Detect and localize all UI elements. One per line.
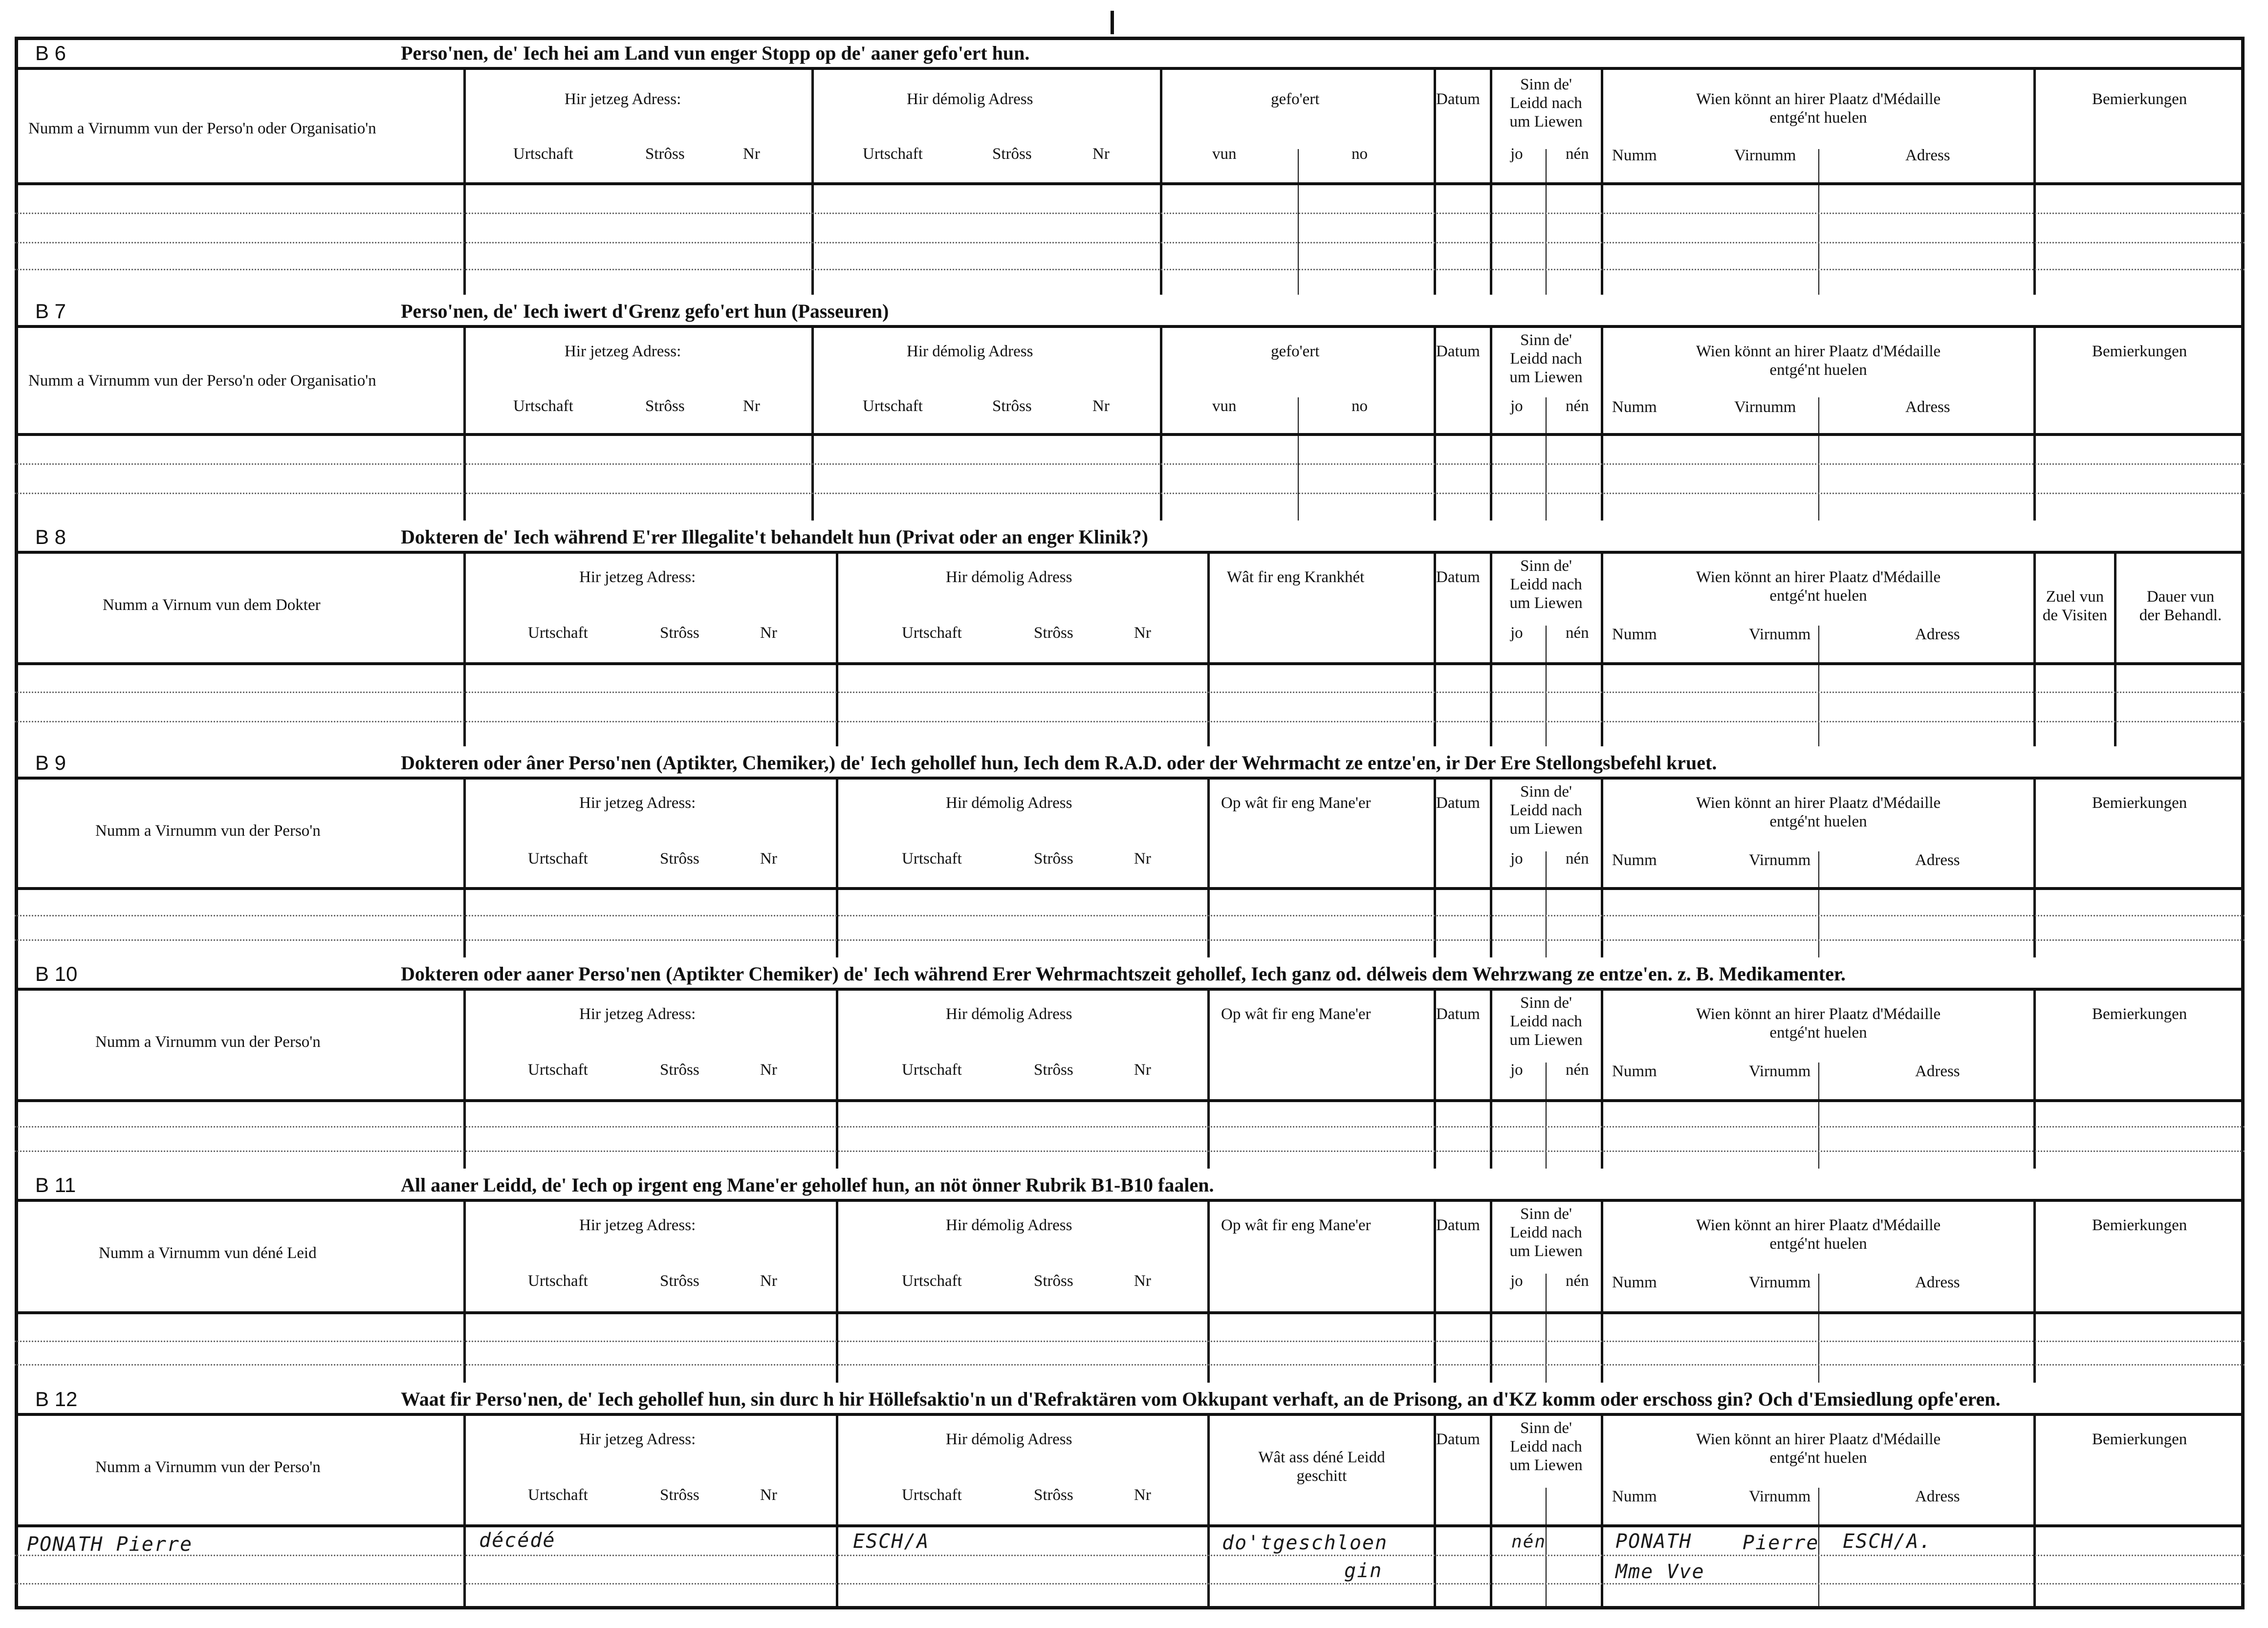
urtschaft-label: Urtschaft — [528, 624, 588, 642]
section-b11 — [15, 1169, 2245, 1383]
address-label: Adress — [1905, 147, 1950, 164]
col-divider — [811, 328, 814, 521]
urtschaft-label: Urtschaft — [902, 850, 962, 868]
sub-divider — [1546, 149, 1547, 295]
col-divider — [811, 70, 814, 295]
firstname-label: Virnumm — [1734, 147, 1796, 164]
medal-header: Wien könnt an hirer Plaatz d'Médaille entgé'nt huelen — [1696, 343, 1941, 379]
col-divider — [2033, 328, 2036, 521]
present-address-header: Hir jetzeg Adress: — [579, 1005, 696, 1023]
to-label: no — [1352, 145, 1368, 163]
section-code: B 6 — [35, 42, 66, 65]
former-address-header: Hir démolig Adress — [946, 568, 1072, 586]
no-label: nén — [1566, 850, 1589, 868]
alive-header: Sinn de' Leidd nach um Liewen — [1509, 1419, 1583, 1474]
header-divider — [15, 182, 2245, 185]
dotted-line — [15, 213, 2245, 214]
former-address-header: Hir démolig Adress — [907, 343, 1033, 360]
remarks-header: Bemierkungen — [2092, 90, 2187, 108]
nr-label: Nr — [1092, 397, 1110, 415]
col-divider — [836, 1202, 838, 1383]
col-divider — [463, 780, 466, 957]
nr-label: Nr — [760, 624, 777, 642]
dotted-line — [15, 692, 2245, 693]
yes-label: jo — [1510, 1272, 1523, 1290]
col-divider — [463, 1202, 466, 1383]
yes-label: jo — [1510, 397, 1523, 415]
nr-label: Nr — [760, 1272, 777, 1290]
col-divider — [1207, 554, 1210, 746]
nr-label: Nr — [1134, 624, 1151, 642]
dotted-line — [15, 1126, 2245, 1128]
stross-label: Strôss — [660, 1061, 699, 1079]
column-header-name: Numm a Virnumm vun déné Leid — [99, 1244, 317, 1262]
medal-header: Wien könnt an hirer Plaatz d'Médaille entgé'nt huelen — [1696, 90, 1941, 127]
firstname-label: Virnumm — [1749, 1274, 1811, 1291]
present-address-header: Hir jetzeg Adress: — [565, 90, 681, 108]
col-divider — [836, 780, 838, 957]
yes-label: jo — [1510, 624, 1523, 642]
nr-label: Nr — [1134, 1061, 1151, 1079]
section-code: B 8 — [35, 525, 66, 548]
col-divider — [2033, 1202, 2036, 1383]
nr-label: Nr — [760, 850, 777, 868]
nr-label: Nr — [1092, 145, 1110, 163]
dotted-line — [15, 1364, 2245, 1366]
col-divider — [2033, 1416, 2036, 1609]
surname-label: Numm — [1612, 1063, 1657, 1080]
dotted-line — [15, 463, 2245, 465]
sub-divider — [1546, 851, 1547, 957]
urtschaft-label: Urtschaft — [528, 850, 588, 868]
surname-label: Numm — [1612, 1274, 1657, 1291]
sub-divider — [1546, 397, 1547, 521]
section-b7 — [15, 295, 2245, 521]
col-divider — [1207, 1202, 1210, 1383]
section-title-bar — [15, 295, 2245, 328]
entry-present-address: décédé — [479, 1529, 556, 1552]
nr-label: Nr — [760, 1486, 777, 1504]
medal-header: Wien könnt an hirer Plaatz d'Médaille entgé'nt huelen — [1696, 1216, 1941, 1253]
stross-label: Strôss — [992, 145, 1032, 163]
column-header-name: Numm a Virnumm vun der Perso'n — [95, 1033, 321, 1051]
entry-name: PONATH Pierre — [27, 1533, 193, 1556]
stross-label: Strôss — [1034, 1061, 1073, 1079]
top-marker — [1111, 11, 1114, 34]
urtschaft-label: Urtschaft — [528, 1486, 588, 1504]
col-divider — [2114, 554, 2116, 746]
entry-what-happened-2: gin — [1344, 1560, 1383, 1582]
urtschaft-label: Urtschaft — [902, 1272, 962, 1290]
header-divider — [15, 662, 2245, 665]
what-happened-header: Wât ass déné Leidd geschitt — [1258, 1449, 1385, 1485]
sub-divider — [1818, 626, 1819, 746]
former-address-header: Hir démolig Adress — [946, 1005, 1072, 1023]
entry-former-address: ESCH/A — [853, 1530, 930, 1553]
entry-medal-firstname: Pierre — [1743, 1532, 1819, 1554]
remarks-header: Bemierkungen — [2092, 1431, 2187, 1448]
col-divider — [1207, 780, 1210, 957]
nr-label: Nr — [743, 397, 760, 415]
medal-header: Wien könnt an hirer Plaatz d'Médaille entgé'nt huelen — [1696, 794, 1941, 830]
section-title: Dokteren oder âner Perso'nen (Aptikter, Chemiker,) de' Iech gehollef hun, Iech dem R.A.D. oder der Wehrmacht ze entze'en, ir Der Ere Stellongsbefehl kruet. — [401, 752, 1717, 774]
section-title: Dokteren oder aaner Perso'nen (Aptikter Chemiker) de' Iech während Erer Wehrmachtszeit gehollef, Iech ganz od. délweis dem Wehrzwang ze entze'en. z. B. Medikamenter. — [401, 963, 1846, 985]
stross-label: Strôss — [660, 624, 699, 642]
urtschaft-label: Urtschaft — [513, 397, 573, 415]
former-address-header: Hir démolig Adress — [907, 90, 1033, 108]
stross-label: Strôss — [660, 1486, 699, 1504]
col-divider — [1160, 328, 1162, 521]
transported-header: gefo'ert — [1271, 90, 1320, 108]
urtschaft-label: Urtschaft — [863, 397, 923, 415]
dotted-line — [15, 939, 2245, 941]
date-header: Datum — [1436, 1431, 1480, 1448]
entry-medal-line2: Mme Vve — [1615, 1561, 1705, 1583]
dotted-line — [15, 1583, 2245, 1585]
stross-label: Strôss — [660, 850, 699, 868]
column-header-name: Numm a Virnumm vun der Perso'n — [95, 822, 321, 840]
date-header: Datum — [1436, 90, 1480, 108]
date-header: Datum — [1436, 1216, 1480, 1234]
former-address-header: Hir démolig Adress — [946, 794, 1072, 812]
entry-medal-name: PONATH — [1615, 1530, 1692, 1553]
urtschaft-label: Urtschaft — [902, 1061, 962, 1079]
column-header-name: Numm a Virnumm vun der Perso'n — [95, 1458, 321, 1476]
date-header: Datum — [1436, 568, 1480, 586]
section-title: Dokteren de' Iech während E'rer Illegalite't behandelt hun (Privat oder an enger Klinik?) — [401, 526, 1148, 548]
sub-divider — [1546, 626, 1547, 746]
section-title: All aaner Leidd, de' Iech op irgent eng Mane'er gehollef hun, an nöt önner Rubrik B1-B10 faalen. — [401, 1174, 1214, 1196]
section-title-bar — [15, 1169, 2245, 1202]
present-address-header: Hir jetzeg Adress: — [579, 1216, 696, 1234]
present-address-header: Hir jetzeg Adress: — [579, 568, 696, 586]
medal-header: Wien könnt an hirer Plaatz d'Médaille entgé'nt huelen — [1696, 568, 1941, 605]
nr-label: Nr — [1134, 1272, 1151, 1290]
medal-header: Wien könnt an hirer Plaatz d'Médaille entgé'nt huelen — [1696, 1005, 1941, 1042]
section-b8 — [15, 521, 2245, 746]
address-label: Adress — [1915, 1274, 1960, 1291]
entry-what-happened: do'tgeschloen — [1222, 1532, 1388, 1554]
section-code: B 11 — [35, 1173, 76, 1196]
yes-label: jo — [1510, 850, 1523, 868]
section-title-bar — [15, 37, 2245, 70]
date-header: Datum — [1436, 794, 1480, 812]
col-divider — [1207, 1416, 1210, 1609]
col-divider — [463, 991, 466, 1169]
col-divider — [2033, 554, 2036, 746]
col-divider — [463, 70, 466, 295]
manner-header: Op wât fir eng Mane'er — [1221, 1005, 1371, 1023]
medal-header: Wien könnt an hirer Plaatz d'Médaille entgé'nt huelen — [1696, 1431, 1941, 1467]
col-divider — [463, 1416, 466, 1609]
yes-label: jo — [1510, 145, 1523, 163]
section-title: Waat fir Perso'nen, de' Iech gehollef hun, sin durc h hir Höllefsaktio'n un d'Refraktären vom Okkupant verhaft, an de Prisong, an d'KZ komm oder erschoss gin? Och d'Emsiedlung opfe'eren. — [401, 1388, 2001, 1410]
section-title: Perso'nen, de' Iech hei am Land vun enger Stopp op de' aaner gefo'ert hun. — [401, 42, 1030, 64]
no-label: nén — [1566, 1061, 1589, 1079]
section-title: Perso'nen, de' Iech iwert d'Grenz gefo'ert hun (Passeuren) — [401, 300, 889, 322]
stross-label: Strôss — [645, 397, 685, 415]
former-address-header: Hir démolig Adress — [946, 1216, 1072, 1234]
surname-label: Numm — [1612, 626, 1657, 643]
urtschaft-label: Urtschaft — [902, 1486, 962, 1504]
surname-label: Numm — [1612, 851, 1657, 869]
stross-label: Strôss — [1034, 624, 1073, 642]
stross-label: Strôss — [660, 1272, 699, 1290]
col-divider — [463, 328, 466, 521]
dotted-line — [15, 915, 2245, 916]
alive-header: Sinn de' Leidd nach um Liewen — [1509, 76, 1583, 130]
manner-header: Op wât fir eng Mane'er — [1221, 1216, 1371, 1234]
alive-header: Sinn de' Leidd nach um Liewen — [1509, 783, 1583, 838]
sub-divider — [1298, 149, 1299, 295]
address-label: Adress — [1905, 398, 1950, 416]
present-address-header: Hir jetzeg Adress: — [579, 794, 696, 812]
illness-header: Wât fir eng Krankhét — [1227, 568, 1365, 586]
date-header: Datum — [1436, 343, 1480, 360]
urtschaft-label: Urtschaft — [528, 1272, 588, 1290]
alive-header: Sinn de' Leidd nach um Liewen — [1509, 994, 1583, 1049]
nr-label: Nr — [743, 145, 760, 163]
dotted-line — [15, 1555, 2245, 1556]
from-label: vun — [1212, 397, 1237, 415]
no-label: nén — [1566, 1272, 1589, 1290]
urtschaft-label: Urtschaft — [902, 624, 962, 642]
section-code: B 12 — [35, 1388, 78, 1411]
sub-divider — [1818, 397, 1819, 521]
no-label: nén — [1566, 397, 1589, 415]
section-title-bar — [15, 521, 2245, 554]
dotted-line — [15, 1150, 2245, 1152]
sub-divider — [1818, 1274, 1819, 1383]
yes-label: jo — [1510, 1061, 1523, 1079]
column-header-name: Numm a Virnumm vun der Perso'n oder Organisatio'n — [28, 120, 376, 137]
entry-alive-no: nén — [1511, 1532, 1547, 1552]
alive-header: Sinn de' Leidd nach um Liewen — [1509, 557, 1583, 612]
header-divider — [15, 1311, 2245, 1314]
present-address-header: Hir jetzeg Adress: — [565, 343, 681, 360]
urtschaft-label: Urtschaft — [863, 145, 923, 163]
section-title-bar — [15, 746, 2245, 780]
remarks-header: Bemierkungen — [2092, 1005, 2187, 1023]
sub-divider — [1818, 851, 1819, 957]
firstname-label: Virnumm — [1749, 851, 1811, 869]
firstname-label: Virnumm — [1734, 398, 1796, 416]
header-divider — [15, 1524, 2245, 1527]
header-divider — [15, 1099, 2245, 1102]
section-b10 — [15, 957, 2245, 1169]
address-label: Adress — [1915, 626, 1960, 643]
alive-header: Sinn de' Leidd nach um Liewen — [1509, 1205, 1583, 1260]
col-divider — [1160, 70, 1162, 295]
col-divider — [836, 1416, 838, 1609]
dotted-line — [15, 1341, 2245, 1342]
surname-label: Numm — [1612, 1488, 1657, 1505]
sub-divider — [1298, 397, 1299, 521]
sub-divider — [1546, 1274, 1547, 1383]
no-label: nén — [1566, 624, 1589, 642]
address-label: Adress — [1915, 1063, 1960, 1080]
dotted-line — [15, 721, 2245, 722]
remarks-header: Bemierkungen — [2092, 794, 2187, 812]
stross-label: Strôss — [992, 397, 1032, 415]
treatment-duration-header: Dauer vun der Behandl. — [2139, 588, 2222, 624]
stross-label: Strôss — [1034, 1272, 1073, 1290]
address-label: Adress — [1915, 851, 1960, 869]
remarks-header: Bemierkungen — [2092, 343, 2187, 360]
section-code: B 9 — [35, 751, 66, 774]
remarks-header: Bemierkungen — [2092, 1216, 2187, 1234]
col-divider — [2033, 991, 2036, 1169]
to-label: no — [1352, 397, 1368, 415]
nr-label: Nr — [1134, 1486, 1151, 1504]
urtschaft-label: Urtschaft — [513, 145, 573, 163]
dotted-line — [15, 493, 2245, 494]
surname-label: Numm — [1612, 147, 1657, 164]
column-header-name: Numm a Virnumm vun der Perso'n oder Organisatio'n — [28, 372, 376, 390]
section-b12 — [15, 1383, 2245, 1609]
header-divider — [15, 887, 2245, 890]
col-divider — [1207, 991, 1210, 1169]
section-code: B 10 — [35, 962, 78, 985]
nr-label: Nr — [1134, 850, 1151, 868]
firstname-label: Virnumm — [1749, 626, 1811, 643]
col-divider — [463, 554, 466, 746]
sub-divider — [1818, 149, 1819, 295]
section-title-bar — [15, 957, 2245, 991]
surname-label: Numm — [1612, 398, 1657, 416]
alive-header: Sinn de' Leidd nach um Liewen — [1509, 331, 1583, 386]
stross-label: Strôss — [1034, 850, 1073, 868]
col-divider — [836, 554, 838, 746]
no-label: nén — [1566, 145, 1589, 163]
firstname-label: Virnumm — [1749, 1063, 1811, 1080]
section-code: B 7 — [35, 300, 66, 323]
section-b9 — [15, 746, 2245, 957]
sub-divider — [1546, 1063, 1547, 1169]
entry-medal-address: ESCH/A. — [1843, 1530, 1932, 1553]
from-label: vun — [1212, 145, 1237, 163]
sub-divider — [1818, 1063, 1819, 1169]
section-b6 — [15, 37, 2245, 295]
address-label: Adress — [1915, 1488, 1960, 1505]
transported-header: gefo'ert — [1271, 343, 1320, 360]
nr-label: Nr — [760, 1061, 777, 1079]
stross-label: Strôss — [645, 145, 685, 163]
date-header: Datum — [1436, 1005, 1480, 1023]
urtschaft-label: Urtschaft — [528, 1061, 588, 1079]
manner-header: Op wât fir eng Mane'er — [1221, 794, 1371, 812]
col-divider — [2033, 780, 2036, 957]
header-divider — [15, 433, 2245, 436]
dotted-line — [15, 269, 2245, 270]
col-divider — [2033, 70, 2036, 295]
dotted-line — [15, 242, 2245, 243]
col-divider — [836, 991, 838, 1169]
stross-label: Strôss — [1034, 1486, 1073, 1504]
present-address-header: Hir jetzeg Adress: — [579, 1431, 696, 1448]
visits-header: Zuel vun de Visiten — [2042, 588, 2108, 624]
firstname-label: Virnumm — [1749, 1488, 1811, 1505]
former-address-header: Hir démolig Adress — [946, 1431, 1072, 1448]
section-title-bar — [15, 1383, 2245, 1416]
column-header-name: Numm a Virnum vun dem Dokter — [103, 596, 321, 614]
